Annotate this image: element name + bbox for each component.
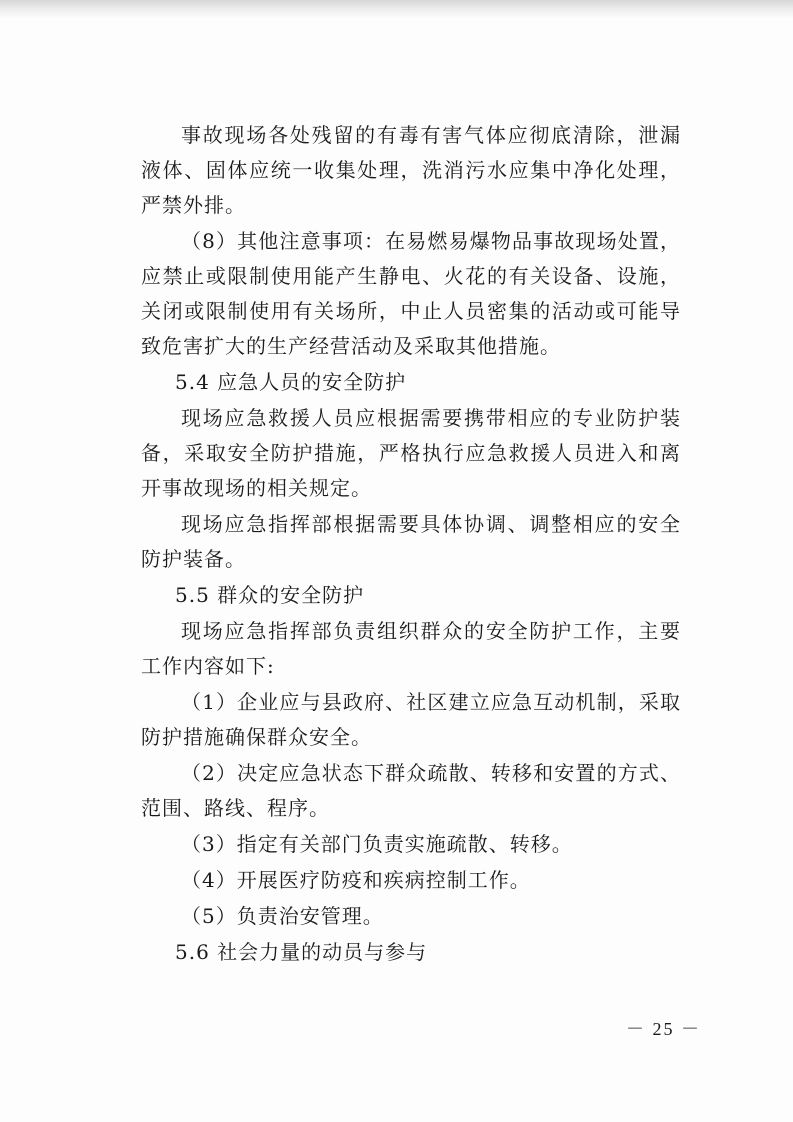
page-number: － 25 － [626, 1019, 701, 1039]
paragraph: 现场应急救援人员应根据需要携带相应的专业防护装备，采取安全防护措施，严格执行应急救援人员进入和离开事故现场的相关规定。 [141, 406, 681, 500]
list-item: （5）负责治安管理。 [181, 904, 384, 928]
document-body [141, 118, 681, 971]
scan-edge-shadow [0, 0, 793, 18]
list-item: （4）开展医疗防疫和疾病控制工作。 [181, 868, 531, 892]
paragraph: 事故现场各处残留的有毒有害气体应彻底清除，泄漏液体、固体应统一收集处理，洗消污水应集中净化处理，严禁外排。 [141, 123, 681, 217]
paragraph: 现场应急指挥部负责组织群众的安全防护工作，主要工作内容如下: [141, 619, 681, 678]
paragraph: 现场应急指挥部根据需要具体协调、调整相应的安全防护装备。 [141, 512, 681, 571]
list-item: （3）指定有关部门负责实施疏散、转移。 [181, 832, 573, 856]
list-item: （2）决定应急状态下群众疏散、转移和安置的方式、范围、路线、程序。 [141, 761, 681, 820]
paragraph: （8）其他注意事项：在易燃易爆物品事故现场处置，应禁止或限制使用能产生静电、火花的有关设备、设施，关闭或限制使用有关场所，中止人员密集的活动或可能导致危害扩大的生产经营活动及采取其他措施。 [141, 229, 681, 358]
section-heading: 5.6 社会力量的动员与参与 [175, 940, 428, 964]
section-heading: 5.5 群众的安全防护 [175, 583, 365, 607]
section-heading: 5.4 应急人员的安全防护 [175, 370, 407, 394]
list-item: （1）企业应与县政府、社区建立应急互动机制，采取防护措施确保群众安全。 [141, 690, 681, 749]
